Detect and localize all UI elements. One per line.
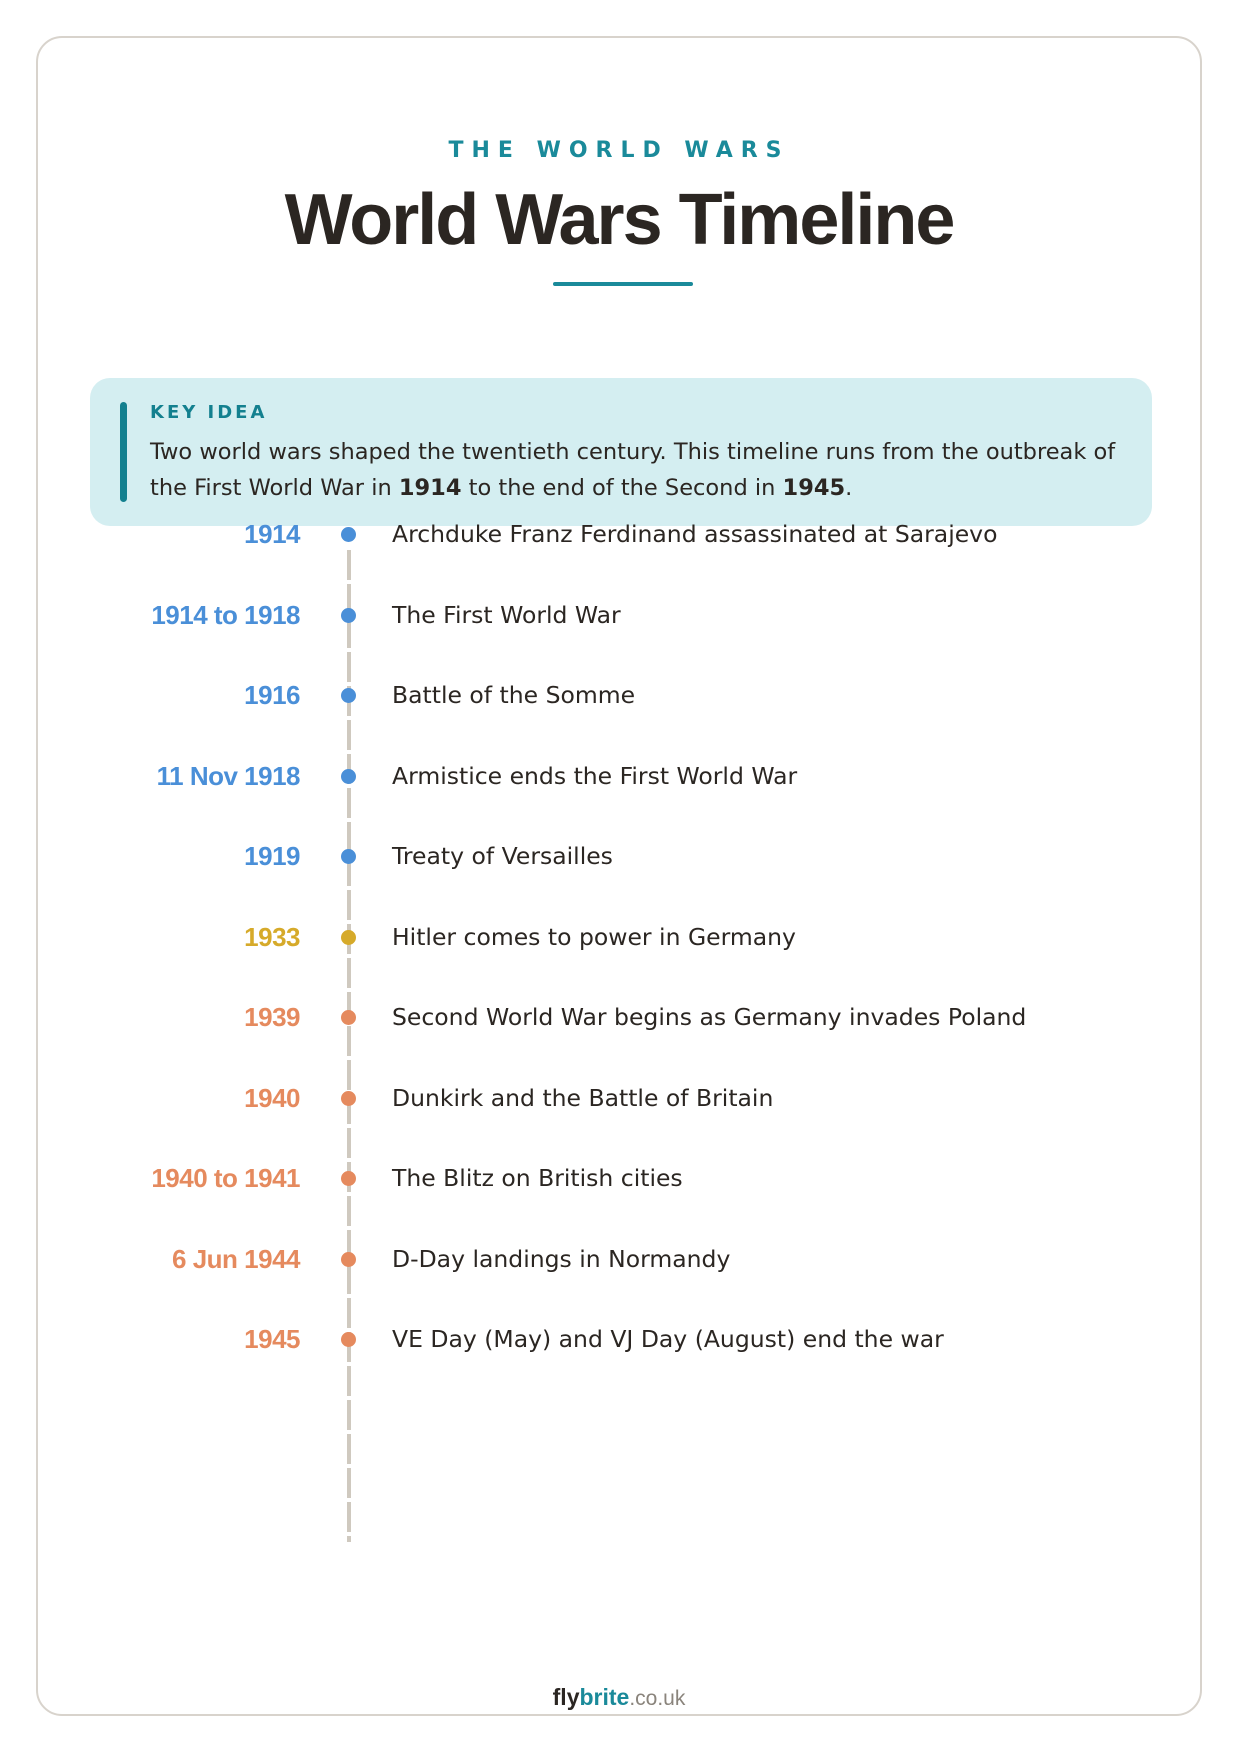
eyebrow-heading: THE WORLD WARS [448,138,790,163]
timeline-row [38,917,1204,957]
timeline-row [38,675,1204,715]
brand-fly: fly [552,1684,580,1710]
timeline-event: Second World War begins as Germany invades Poland [392,1003,1027,1031]
timeline-dot [341,527,356,542]
timeline-row [38,1239,1204,1279]
timeline-dot [341,1091,356,1106]
key-idea-year-start: 1914 [398,475,462,501]
title-underline [553,282,693,286]
key-idea-text [150,434,1130,506]
key-idea-text-part3: . [845,475,853,501]
key-idea-text-part1: Two world wars shaped the twentieth century. This timeline runs from the outbreak of the First World War in [150,439,1116,501]
timeline-dot [341,1252,356,1267]
timeline-dot [341,688,356,703]
timeline-date: 1916 [244,680,300,710]
timeline-date: 1945 [244,1324,300,1354]
timeline-dot [341,849,356,864]
timeline-event: Battle of the Somme [392,681,636,709]
timeline-dot [341,1010,356,1025]
timeline-date: 1940 to 1941 [151,1163,300,1193]
timeline-date: 1914 [244,519,300,549]
timeline-row [38,595,1204,635]
key-idea-box [90,378,1152,526]
page-title: World Wars Timeline [284,180,954,260]
timeline-row [38,836,1204,876]
timeline-date: 1933 [244,921,300,952]
footer-brand [38,1684,1200,1711]
timeline-date: 11 Nov 1918 [156,760,300,791]
timeline-dot [341,1171,356,1186]
timeline-dot [341,930,356,945]
timeline-row [38,1319,1204,1359]
timeline-row [38,1158,1204,1198]
timeline-event: VE Day (May) and VJ Day (August) end the war [392,1325,944,1353]
brand-brite: brite [579,1684,630,1710]
timeline-row [38,1078,1204,1118]
timeline-dot [341,1332,356,1347]
key-idea-label: KEY IDEA [150,402,268,423]
timeline-event: Armistice ends the First World War [392,761,798,790]
timeline-event: The Blitz on British cities [392,1164,683,1192]
timeline-date: 1919 [244,841,300,871]
timeline-event: The First World War [392,600,621,629]
timeline-dot [341,608,356,623]
brand-tld: .co.uk [629,1687,686,1710]
timeline-date: 1939 [244,1002,300,1032]
timeline-event: D-Day landings in Normandy [392,1244,731,1273]
key-idea-accent-bar [120,402,127,502]
timeline-date: 1940 [244,1082,300,1113]
timeline-event: Archduke Franz Ferdinand assassinated at Sarajevo [392,520,998,548]
timeline-date: 1914 to 1918 [151,599,300,630]
worksheet-page [36,36,1202,1716]
timeline-row [38,997,1204,1037]
timeline-event: Treaty of Versailles [392,842,613,870]
key-idea-text-part2: to the end of the Second in [461,475,783,501]
timeline-event: Hitler comes to power in Germany [392,922,796,951]
key-idea-year-end: 1945 [782,475,846,501]
timeline-row [38,514,1204,554]
timeline-row [38,756,1204,796]
timeline-date: 6 Jun 1944 [172,1243,300,1274]
timeline-event: Dunkirk and the Battle of Britain [392,1083,774,1112]
timeline-dot [341,769,356,784]
